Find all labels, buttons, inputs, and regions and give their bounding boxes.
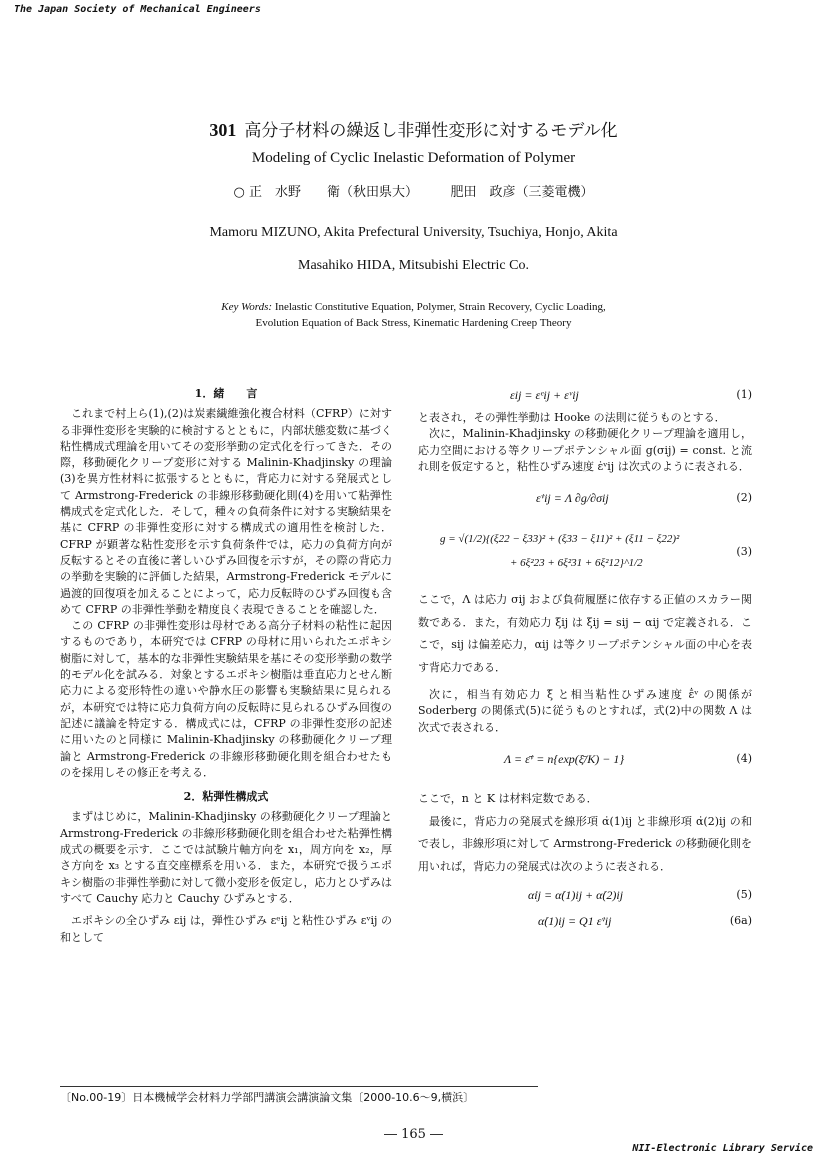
- paragraph-r4: 次に，相当有効応力 ξ̄ と相当粘性ひずみ速度 ε̄̇ᵛ の関係が Soderberg の関係式(5)に従うものとすれば，式(2)中の関数 Λ は次式で表される．: [418, 688, 752, 734]
- nii-service-footer: NII-Electronic Library Service: [632, 1143, 813, 1154]
- equation-2-number: (2): [736, 491, 752, 505]
- keywords-label: Key Words:: [221, 301, 273, 313]
- authors-jp: ○ 正 水野 衛（秋田県大） 肥田 政彦（三菱電機）: [233, 185, 594, 200]
- paragraph-2: この CFRP の非弾性変形は母材である高分子材料の粘性に起因するものであり，本研究では CFRP の母材に用いられたエポキシ樹脂に対して，基本的な非弾性実験結果を基にその変形挙動の数学的モデル化を試みる．対象とするエポキシ樹脂は垂直応力とせん断応力による変形特性の違いや静水圧の影響も実験結果に見られるが，本研究では特に応力負荷方向の反転時に見られるひずみ回復の記述に議論を特定する．構成式には，CFRP の非弾性変形の記述に用いたのと同様に Malinin-Khadjinsky の移動硬化クリープ理論と Armstrong-Frederick の非線形移動硬化則を組合わせたものを採用しその修正を考える．: [60, 619, 392, 779]
- paragraph-1: これまで村上ら(1),(2)は炭素繊維強化複合材料（CFRP）に対する非弾性変形を実験的に検討するとともに，内部状態変数に基づく粘性構成式理論を用いてその変形挙動の定式化を行ってきた．その際，移動硬化クリープ変形に対する Malinin-Khadjinsky の理論(3)を異方性材料に拡張するとともに，背応力に対する発展式として Armstrong-Frederick の非線形移動硬化則(4)を用いて粘弾性構成式を定式化した．そして，種々の負荷条件に対する実験結果を基に CFRP の非弾性変形に対する構成式の適用性を検討した．CFRP が顕著な粘性変形を示す負荷条件では，応力の負荷方向が反転するとその直後に著しいひずみ回復を示すが，その際の背応力の挙動を実験的に評価した結果，Armstrong-Frederick モデルに過渡的回復項を加えることによって，応力反転時のひずみ回復も含めて CFRP の非弾性挙動を精度良く表現できることを確認した．: [60, 407, 392, 616]
- keywords-text-1: Inelastic Constitutive Equation, Polymer, Strain Recovery, Cyclic Loading,: [272, 301, 606, 313]
- equation-1: [418, 382, 752, 410]
- equation-5: [418, 882, 752, 910]
- society-header: The Japan Society of Mechanical Engineers: [14, 4, 261, 15]
- right-text-2: [418, 589, 752, 679]
- equation-2-body: ε̇ᵛij = Λ ∂g/∂σij: [536, 491, 609, 506]
- equation-4-body: Λ = ε̄̇ᵛ = n{exp(ξ̄/K) − 1}: [504, 752, 625, 767]
- title-en: Modeling of Cyclic Inelastic Deformation of Polymer: [251, 150, 576, 166]
- equation-4-number: (4): [736, 752, 752, 766]
- paragraph-r5: ここで，n と K は材料定数である．: [418, 792, 598, 806]
- equation-6a-body: α̇(1)ij = Q1 ε̇ᵛij: [538, 914, 612, 929]
- equation-1-body: εij = εᵉij + εᵛij: [510, 388, 579, 402]
- right-text-1: [418, 410, 752, 475]
- equation-6a-number: (6a): [729, 914, 752, 928]
- section-1-heading: 1．緒 言: [194, 387, 258, 400]
- right-text-3: [418, 687, 752, 736]
- equation-1-number: (1): [736, 388, 752, 401]
- paper-title: [0, 116, 827, 141]
- proceedings-footer: 〔No.00-19〕日本機械学会材料力学部門講演会講演論文集〔2000-10.6〜9,横浜〕: [60, 1091, 475, 1104]
- equation-2: [418, 475, 752, 525]
- right-column: [418, 382, 752, 936]
- equation-5-number: (5): [736, 888, 752, 902]
- equation-5-body: α̇ij = α̇(1)ij + α̇(2)ij: [528, 888, 624, 903]
- authors-en-1: Mamoru MIZUNO, Akita Prefectural University, Tsuchiya, Honjo, Akita: [209, 225, 618, 240]
- equation-3-line-1: g = √(1/2){(ξ22 − ξ33)² + (ξ33 − ξ11)² + (ξ11 − ξ22)²: [440, 533, 680, 546]
- paragraph-4: エポキシの全ひずみ εij は，弾性ひずみ εᵉij と粘性ひずみ εᵛij の和として: [60, 914, 392, 944]
- section-2-heading: 2．粘弾性構成式: [183, 790, 269, 804]
- keywords-line-2: Evolution Equation of Back Stress, Kinematic Hardening Creep Theory: [255, 317, 572, 329]
- footer-rule: [60, 1086, 538, 1087]
- paragraph-3: まずはじめに，Malinin-Khadjinsky の移動硬化クリープ理論と Armstrong-Frederick の非線形移動硬化則を組合わせた粘弾性構成式の概要を示す．ここでは試験片軸方向を x₁，周方向を x₂，厚さ方向を x₃ とする直交座標系を用いる．また，本研究で扱うエポキシ樹脂の非弾性挙動に対して微小変形を仮定し，応力とひずみはすべて Cauchy 応力と Cauchy ひずみとする．: [60, 810, 392, 905]
- right-text-4: [418, 788, 752, 878]
- equation-3-line-2: + 6ξ²23 + 6ξ²31 + 6ξ²12}^1/2: [510, 557, 643, 570]
- paragraph-r6: 最後に，背応力の発展式を線形項 α̇(1)ij と非線形項 α̇(2)ij の和で表し，非線形項に対して Armstrong-Frederick の移動硬化則を用いれば，背応力の発展式は次のように表される．: [418, 814, 752, 873]
- equation-3: [418, 525, 752, 581]
- paragraph-r2: 次に，Malinin-Khadjinsky の移動硬化クリープ理論を適用し，応力空間における等クリープポテンシャル面 g(σij) = const. と流れ則を仮定すると，粘性ひずみ速度 ε̇ᵛij は次式のように表される．: [418, 427, 752, 473]
- paragraph-r1: と表され，その弾性挙動は Hooke の法則に従うものとする．: [418, 411, 726, 424]
- equation-4: [418, 736, 752, 788]
- paragraph-r3: ここで，Λ は応力 σij および負荷履歴に依存する正値のスカラー関数である．また，有効応力 ξij は ξij = sij − αij で定義される．ここで，sij は偏差応力，αij は等クリープポテンシャル面の中心を表す背応力である．: [418, 593, 752, 674]
- paper-number: 301: [209, 120, 237, 140]
- keywords-line-1: [0, 301, 827, 313]
- left-column: [60, 382, 392, 946]
- authors-en-2: Masahiko HIDA, Mitsubishi Electric Co.: [298, 258, 529, 273]
- equation-6a: [418, 910, 752, 936]
- title-jp: 高分子材料の繰返し非弾性変形に対するモデル化: [244, 121, 618, 141]
- page-number: ― 165 ―: [383, 1127, 444, 1142]
- equation-3-number: (3): [736, 545, 752, 559]
